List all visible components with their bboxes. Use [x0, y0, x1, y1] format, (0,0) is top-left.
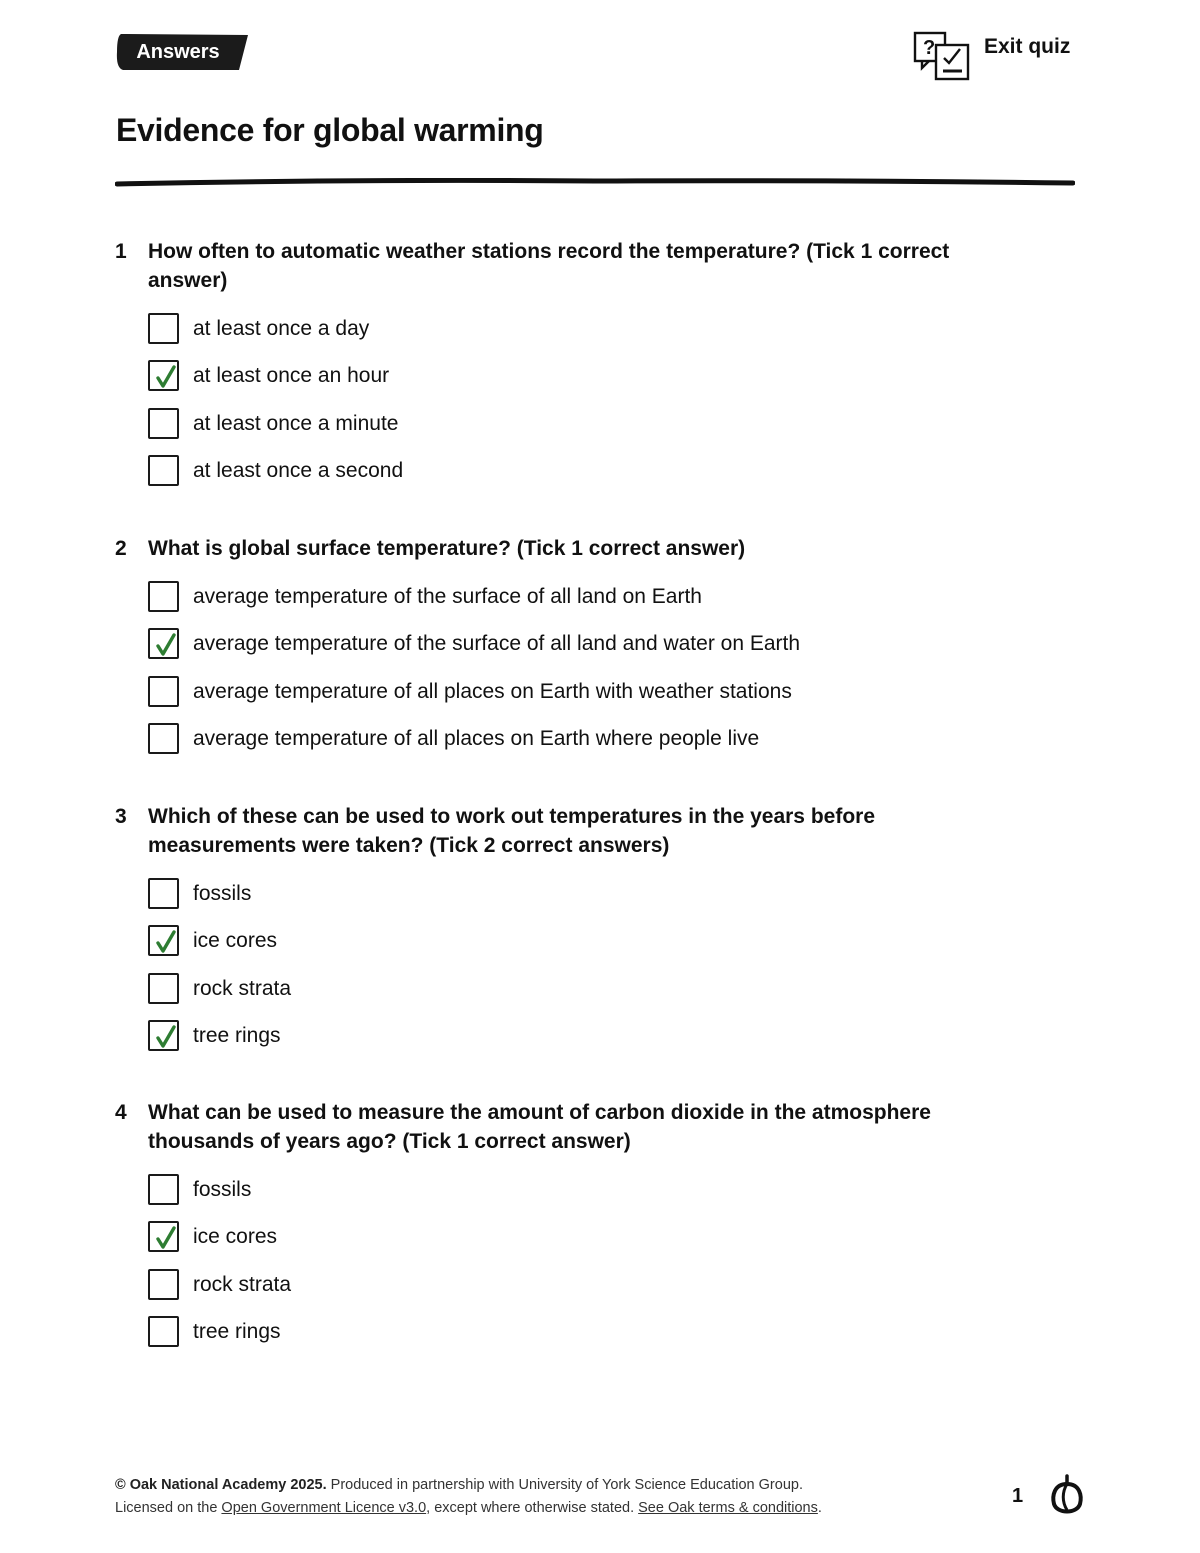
footer-line-2 [115, 1497, 975, 1520]
checkmark-icon [153, 363, 179, 391]
answer-option-label: average temperature of all places on Earth where people live [193, 726, 760, 750]
page-title: Evidence for global warming [116, 112, 544, 148]
answer-option [148, 1020, 1075, 1067]
answer-option [148, 878, 1075, 925]
checkmark-icon [153, 1224, 179, 1252]
answer-option-label: ice cores [193, 929, 278, 953]
answer-option [148, 676, 1075, 723]
title-divider [115, 178, 1075, 188]
answer-option-label: tree rings [193, 1319, 281, 1343]
answer-option-label: at least once a minute [193, 411, 399, 435]
terms-link[interactable]: See Oak terms & conditions [638, 1500, 818, 1516]
copyright-text: © Oak National Academy 2025. [115, 1477, 327, 1493]
question-number: 1 [115, 240, 127, 263]
answer-option-label: average temperature of the surface of all land on Earth [193, 585, 702, 608]
answers-badge [115, 32, 249, 72]
question-1 [115, 237, 1075, 502]
answer-option-label: at least once a second [193, 458, 404, 482]
answer-checkbox[interactable] [148, 1269, 179, 1300]
answer-checkbox[interactable] [148, 1020, 179, 1051]
question-text: What can be used to measure the amount of carbon dioxide in the atmosphere thousands of years ago? (Tick 1 correct answer) [148, 1101, 931, 1153]
answer-option [148, 313, 1075, 360]
answer-checkbox[interactable] [148, 455, 179, 486]
answer-checkbox[interactable] [148, 676, 179, 707]
page-number: 1 [1012, 1485, 1024, 1507]
answer-options [148, 581, 1075, 770]
answer-option-label: ice cores [193, 1225, 278, 1249]
answer-checkbox[interactable] [148, 723, 179, 754]
terms-suffix: . [817, 1500, 822, 1516]
answer-option [148, 1174, 1075, 1221]
footer-line-1 [115, 1474, 975, 1497]
question-heading [115, 534, 1075, 563]
answer-checkbox[interactable] [148, 1221, 179, 1252]
answer-option [148, 925, 1075, 972]
exit-quiz-heading [912, 30, 1092, 84]
oak-acorn-logo-icon [1050, 1472, 1084, 1518]
answer-option [148, 1221, 1075, 1268]
answer-option-label: fossils [193, 882, 252, 905]
footer-credits [115, 1474, 975, 1520]
answer-option [148, 1316, 1075, 1363]
answer-option [148, 581, 1075, 628]
partnership-text: Produced in partnership with University of York Science Education Group. [326, 1477, 803, 1493]
answer-option-label: at least once a day [193, 317, 370, 340]
answer-option-label: fossils [193, 1178, 252, 1201]
answer-checkbox[interactable] [148, 973, 179, 1004]
answer-checkbox[interactable] [148, 878, 179, 909]
checkmark-icon [153, 1023, 179, 1051]
question-text: Which of these can be used to work out temperatures in the years before measurements were taken? (Tick 2 correct answers) [148, 805, 875, 857]
answer-checkbox[interactable] [148, 925, 179, 956]
answer-option [148, 973, 1075, 1020]
answer-checkbox[interactable] [148, 628, 179, 659]
answer-option [148, 455, 1075, 502]
answer-option [148, 408, 1075, 455]
svg-text:?: ? [923, 37, 936, 59]
answer-options [148, 313, 1075, 502]
question-2 [115, 534, 1075, 770]
answer-option-label: rock strata [193, 1272, 292, 1296]
answer-options [148, 878, 1075, 1067]
answer-checkbox[interactable] [148, 313, 179, 344]
question-number: 3 [115, 805, 127, 828]
question-text: How often to automatic weather stations record the temperature? (Tick 1 correct answer) [148, 240, 950, 292]
question-heading [115, 237, 1075, 295]
answer-option-label: tree rings [193, 1023, 281, 1047]
answer-option-label: rock strata [193, 976, 292, 1000]
answer-option-label: average temperature of the surface of all land and water on Earth [193, 632, 801, 656]
question-text: What is global surface temperature? (Tick 1 correct answer) [148, 537, 746, 560]
question-number: 2 [115, 537, 127, 560]
question-number: 4 [115, 1101, 127, 1124]
answer-option [148, 723, 1075, 770]
answer-checkbox[interactable] [148, 581, 179, 612]
answer-option [148, 1269, 1075, 1316]
answer-checkbox[interactable] [148, 1316, 179, 1347]
question-heading [115, 802, 1075, 860]
licensed-prefix: Licensed on the [115, 1500, 222, 1516]
question-3 [115, 802, 1075, 1067]
checkmark-icon [153, 631, 179, 659]
quiz-icon [912, 30, 974, 84]
answer-option-label: average temperature of all places on Earth with weather stations [193, 679, 792, 703]
licensed-suffix: , except where otherwise stated. [426, 1500, 639, 1516]
question-heading [115, 1098, 1075, 1156]
answer-checkbox[interactable] [148, 408, 179, 439]
question-4 [115, 1098, 1075, 1363]
exit-quiz-label: Exit quiz [984, 35, 1071, 58]
answer-option [148, 360, 1075, 407]
answer-option-label: at least once an hour [193, 364, 390, 388]
answer-option [148, 628, 1075, 675]
answer-checkbox[interactable] [148, 360, 179, 391]
answers-badge-label: Answers [136, 41, 220, 63]
answer-checkbox[interactable] [148, 1174, 179, 1205]
answer-options [148, 1174, 1075, 1363]
checkmark-icon [153, 928, 179, 956]
licence-link[interactable]: Open Government Licence v3.0 [221, 1500, 427, 1516]
